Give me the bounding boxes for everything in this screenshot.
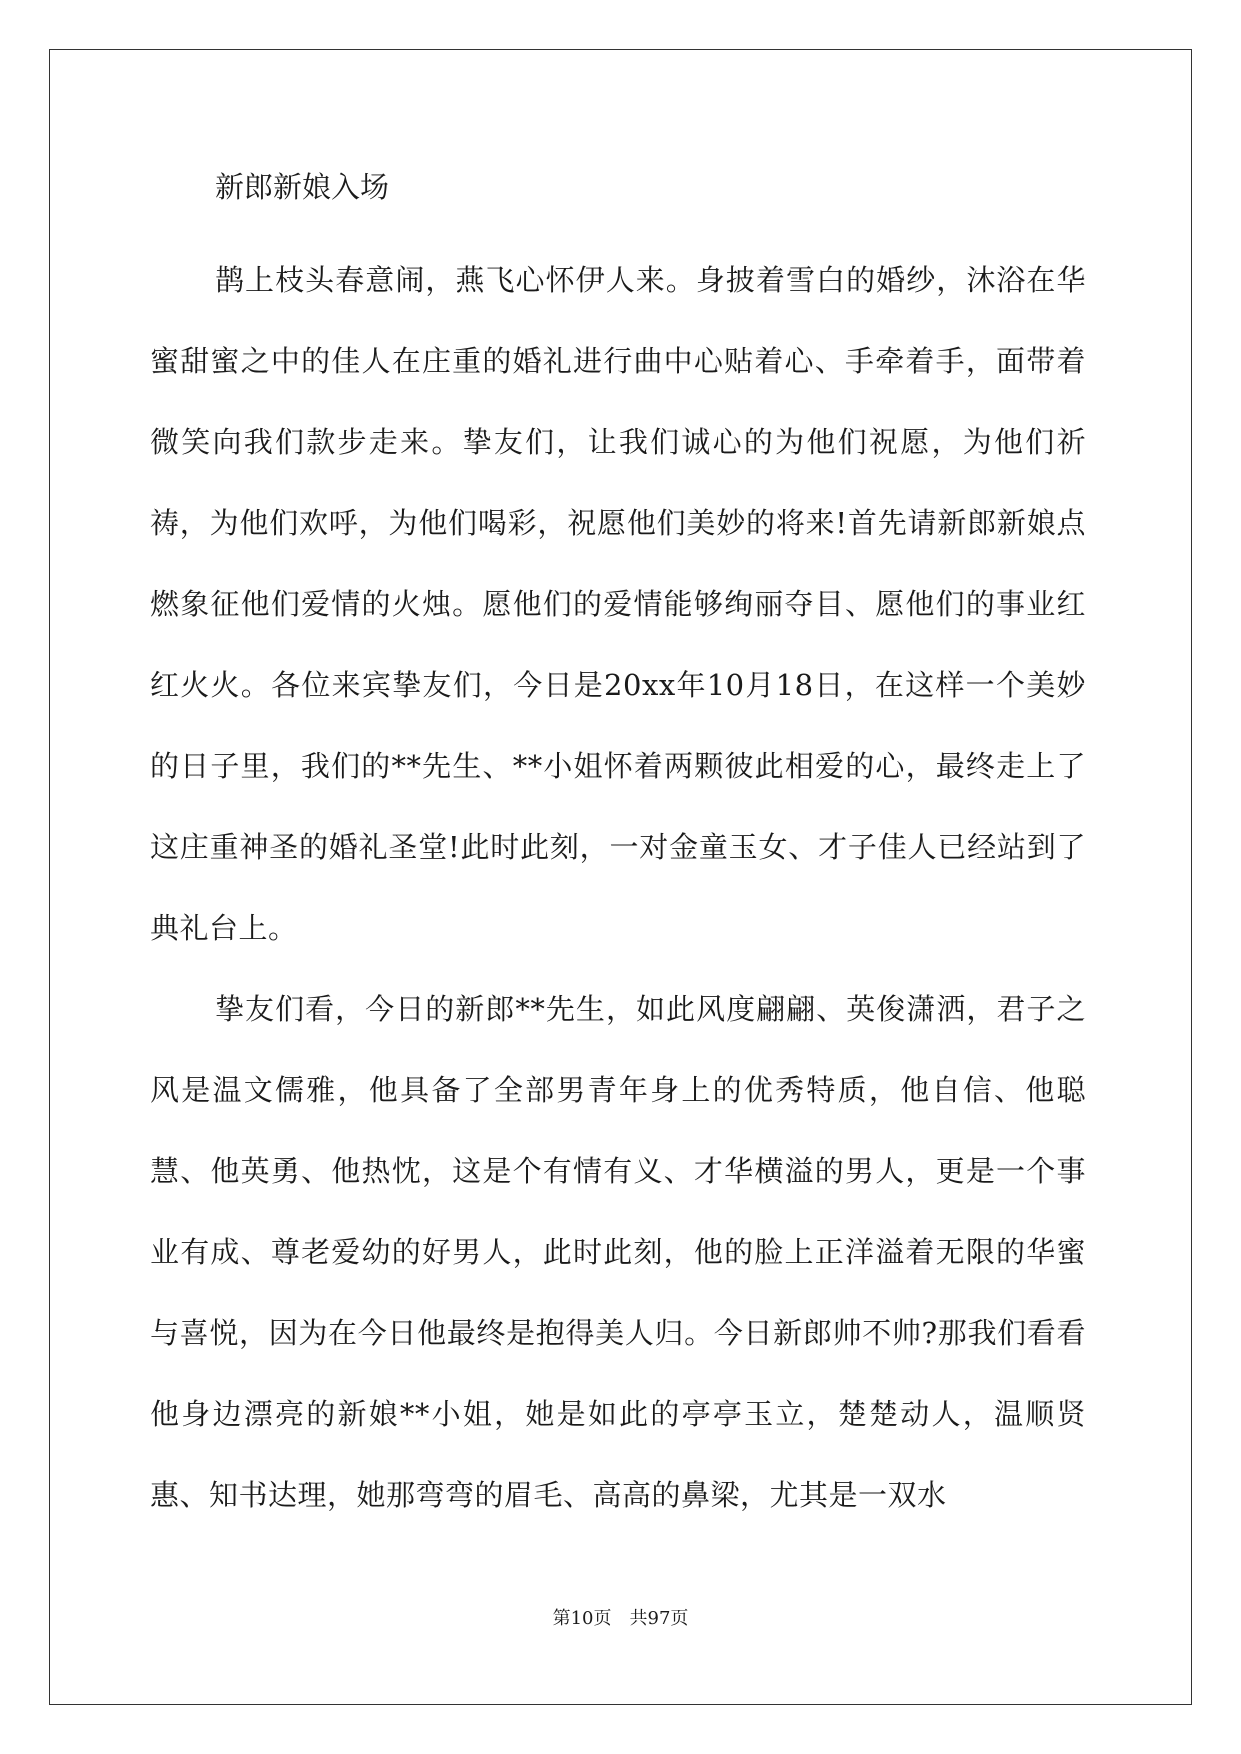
document-body — [150, 158, 1086, 1536]
page-footer — [0, 1604, 1241, 1630]
paragraph-2: 挚友们看，今日的新郎**先生，如此风度翩翩、英俊潇洒，君子之风是温文儒雅，他具备了全部男青年身上的优秀特质，他自信、他聪慧、他英勇、他热忱，这是个有情有义、才华横溢的男人，更是一个事业有成、尊老爱幼的好男人，此时此刻，他的脸上正洋溢着无限的华蜜与喜悦，因为在今日他最终是抱得美人归。今日新郎帅不帅?那我们看看他身边漂亮的新娘**小姐，她是如此的亭亭玉立，楚楚动人，温顺贤惠、知书达理，她那弯弯的眉毛、高高的鼻梁，尤其是一双水 — [150, 992, 1086, 1512]
paragraph-1: 鹊上枝头春意闹，燕飞心怀伊人来。身披着雪白的婚纱，沐浴在华蜜甜蜜之中的佳人在庄重的婚礼进行曲中心贴着心、手牵着手，面带着微笑向我们款步走来。挚友们，让我们诚心的为他们祝愿，为他们祈祷，为他们欢呼，为他们喝彩，祝愿他们美妙的将来!首先请新郎新娘点燃象征他们爱情的火烛。愿他们的爱情能够绚丽夺目、愿他们的事业红红火火。各位来宾挚友们，今日是20xx年10月18日，在这样一个美妙的日子里，我们的**先生、**小姐怀着两颗彼此相爱的心，最终走上了这庄重神圣的婚礼圣堂!此时此刻，一对金童玉女、才子佳人已经站到了典礼台上。 — [150, 263, 1086, 945]
page-number-label: 第10页 共97页 — [552, 1608, 689, 1629]
section-heading: 新郎新娘入场 — [215, 170, 390, 204]
